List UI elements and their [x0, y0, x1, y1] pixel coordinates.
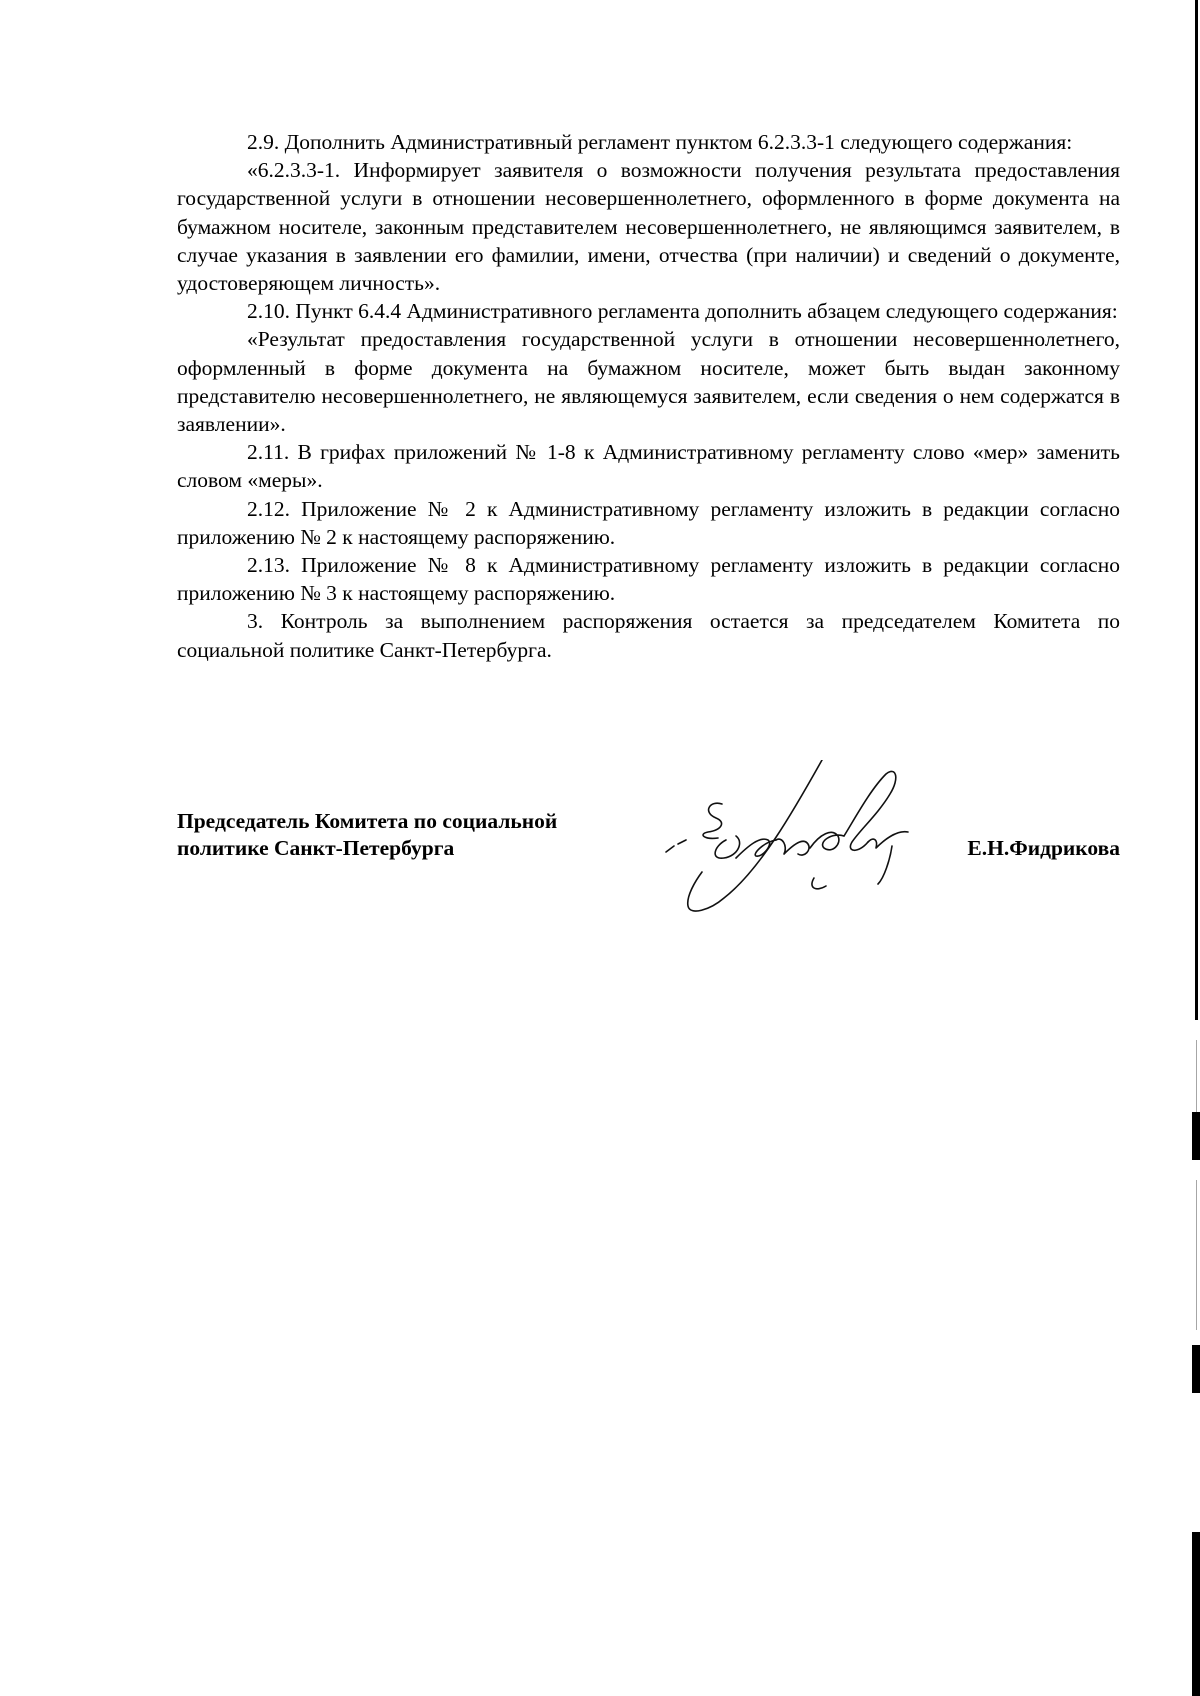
paragraph-result-text: «Результат предоставления государственной услуги в отношении несовершеннолетнего, оформленный в форме документа на бумажном носителе, может быть выдан законному представителю несовершеннолетнего, не являющемуся заявителем, если сведения о нем содержатся в заявлении».	[177, 327, 1120, 437]
signatory-position-line-1: Председатель Комитета по социальной	[177, 809, 558, 833]
signature-block	[177, 808, 1120, 928]
signatory-position-line-2: политике Санкт-Петербурга	[177, 836, 455, 860]
scan-edge-artifact	[1186, 0, 1200, 1696]
paragraph-2-13: 2.13. Приложение № 8 к Административному регламенту изложить в редакции согласно приложению № 3 к настоящему распоряжению.	[177, 553, 1120, 606]
paragraph-2-11: 2.11. В грифах приложений № 1-8 к Административному регламенту слово «мер» заменить словом «меры».	[177, 440, 1120, 493]
signatory-name: Е.Н.Фидрикова	[967, 836, 1120, 860]
paragraph-3-control: 3. Контроль за выполнением распоряжения остается за председателем Комитета по социальной политике Санкт-Петербурга.	[177, 609, 1120, 662]
paragraph-2-10: 2.10. Пункт 6.4.4 Административного регламента дополнить абзацем следующего содержания:	[247, 299, 1118, 324]
handwritten-signature	[664, 760, 924, 920]
paragraph-6-2-3-3-1-text: «6.2.3.3-1. Информирует заявителя о возможности получения результата предоставления государственной услуги в отношении несовершеннолетнего, оформленного в форме документа на бумажном носителе, законным представителем несовершеннолетнего, не являющимся заявителем, в случае указания в заявлении его фамилии, имени, отчества (при наличии) и сведений о документе, удостоверяющем личность».	[177, 158, 1120, 296]
signatory-position	[177, 808, 637, 862]
paragraph-2-9: 2.9. Дополнить Административный регламент пунктом 6.2.3.3-1 следующего содержания:	[247, 130, 1073, 154]
document-body	[177, 128, 1120, 664]
paragraph-2-12: 2.12. Приложение № 2 к Административному регламенту изложить в редакции согласно приложению № 2 к настоящему распоряжению.	[177, 496, 1120, 549]
